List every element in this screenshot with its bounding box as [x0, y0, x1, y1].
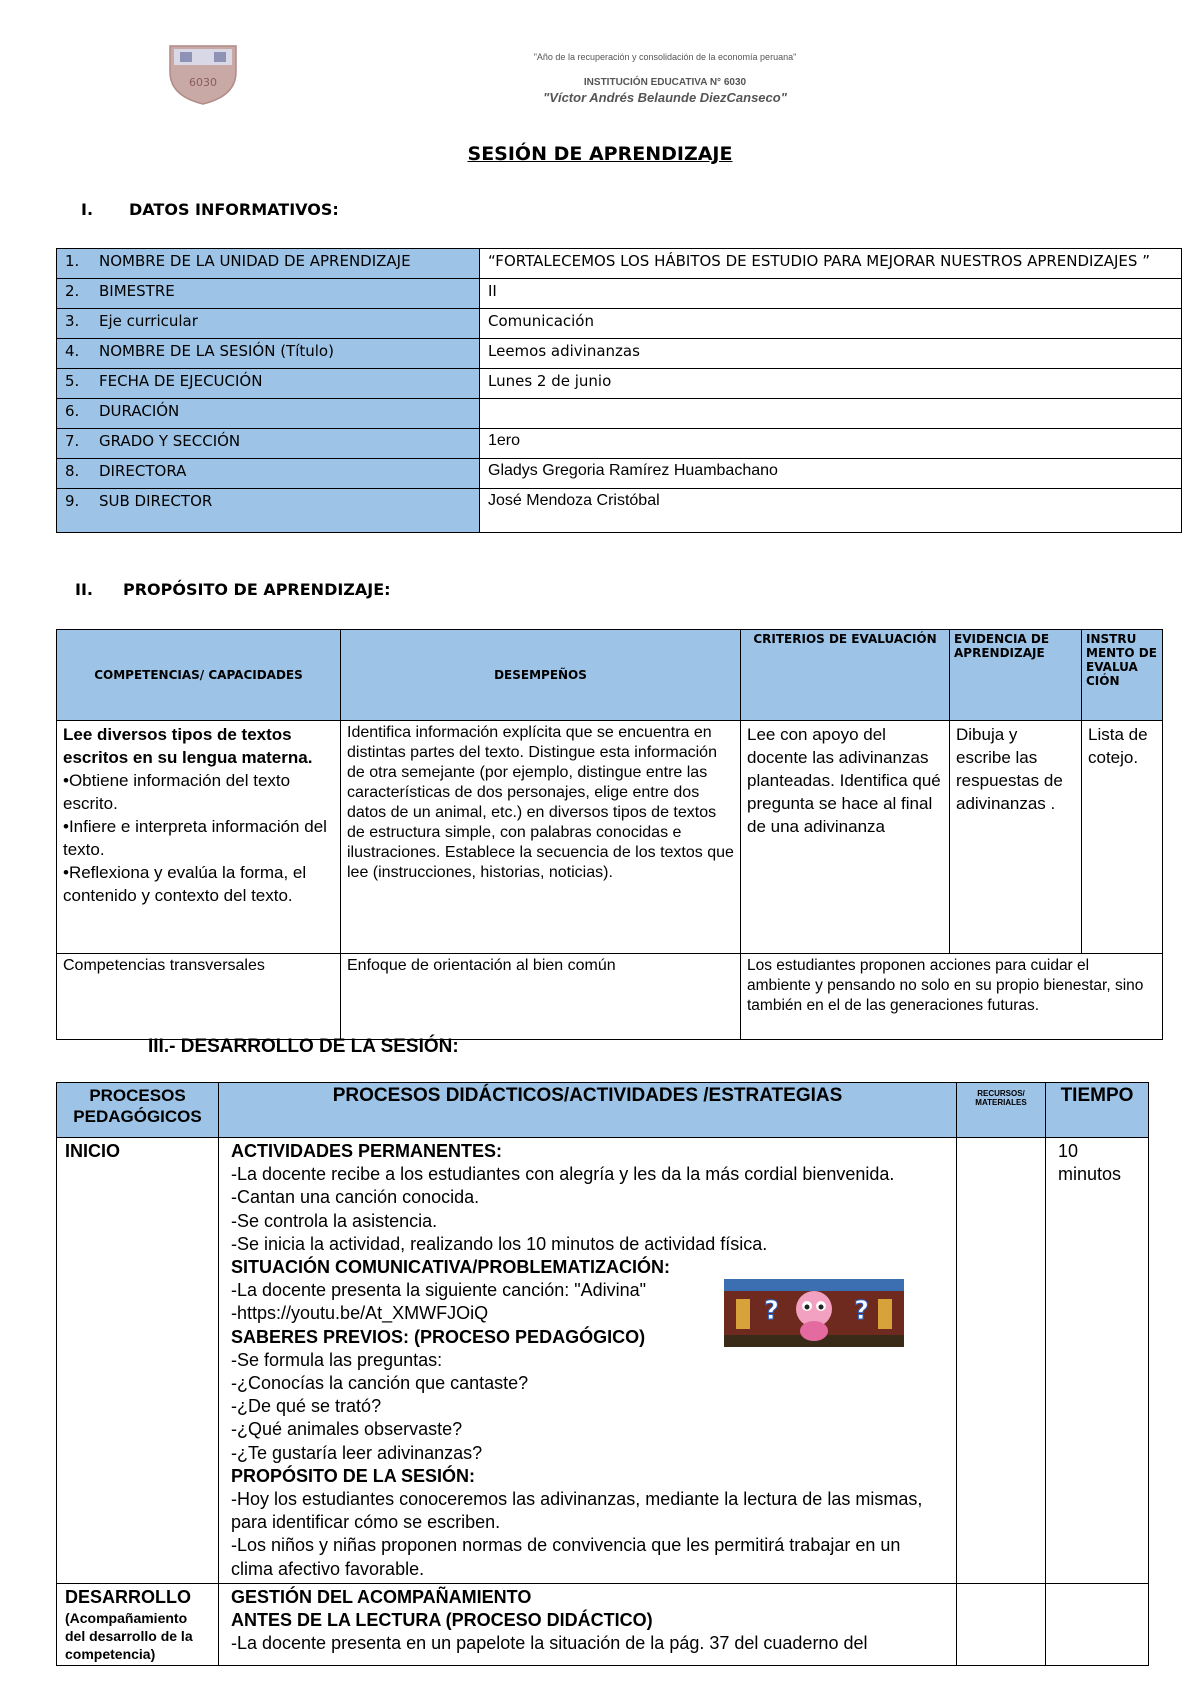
datos-label-text: NOMBRE DE LA UNIDAD DE APRENDIZAJE — [99, 252, 411, 270]
datos-row — [57, 249, 1182, 279]
activity-line: -Se controla la asistencia. — [231, 1210, 438, 1231]
datos-label-text: DIRECTORA — [99, 462, 187, 480]
heading-proposito-sesion: PROPÓSITO DE LA SESIÓN: — [231, 1465, 476, 1486]
desarrollo-table — [56, 1082, 1149, 1666]
header-instrumento: INSTRU MENTO DE EVALUA CIÓN — [1082, 630, 1163, 721]
competencia-cell — [57, 721, 341, 954]
header-recursos: RECURSOS/ MATERIALES — [957, 1083, 1046, 1138]
activity-line: -La docente presenta en un papelote la situación de la pág. 37 del cuaderno del — [231, 1633, 868, 1654]
heading-antes-lectura: ANTES DE LA LECTURA (PROCESO DIDÁCTICO) — [231, 1610, 653, 1631]
video-link[interactable]: -https://youtu.be/At_XMWFJOiQ — [231, 1303, 489, 1324]
activity-line: -La docente presenta la siguiente canción: "Adivina" — [231, 1280, 647, 1301]
heading-situacion-comunicativa: SITUACIÓN COMUNICATIVA/PROBLEMATIZACIÓN: — [231, 1257, 670, 1278]
activity-line: -Los niños y niñas proponen normas de convivencia que les permitirá trabajar en un clima afectivo favorable. — [231, 1535, 901, 1579]
datos-number: 5. — [65, 372, 80, 390]
capacidad-item: •Obtiene información del texto escrito. — [63, 771, 291, 813]
activity-line: -Hoy los estudiantes conoceremos las adivinanzas, mediante la lectura de las mismas, para identificar cómo se escriben. — [231, 1489, 923, 1533]
heading-actividades-permanentes: ACTIVIDADES PERMANENTES: — [231, 1141, 503, 1161]
header-evidencia: EVIDENCIA DE APRENDIZAJE — [950, 630, 1082, 721]
evidencia-cell: Dibuja y escribe las respuestas de adivinanzas . — [950, 721, 1082, 954]
header-tiempo: TIEMPO — [1046, 1083, 1149, 1138]
datos-informativos-table — [56, 248, 1182, 533]
question-line: -¿De qué se trató? — [231, 1396, 382, 1417]
datos-label-text: BIMESTRE — [99, 282, 175, 300]
svg-text:?: ? — [854, 1296, 870, 1327]
inicio-tiempo-cell: 10 minutos — [1046, 1138, 1149, 1584]
datos-row — [57, 399, 1182, 429]
svg-text:6030: 6030 — [189, 76, 217, 89]
school-name: "Víctor Andrés Belaunde DiezCanseco" — [543, 90, 787, 105]
phase-inicio: INICIO — [57, 1138, 219, 1584]
datos-label-text: GRADO Y SECCIÓN — [99, 432, 241, 450]
institution-name: INSTITUCIÓN EDUCATIVA N° 6030 — [583, 77, 747, 88]
capacidad-item: •Reflexiona y evalúa la forma, el contenido y contexto del texto. — [63, 863, 307, 905]
question-line: -¿Conocías la canción que cantaste? — [231, 1373, 529, 1394]
header-procesos: PROCESOS PEDAGÓGICOS — [57, 1083, 219, 1138]
datos-number: 3. — [65, 312, 80, 330]
question-line: -¿Qué animales observaste? — [231, 1419, 463, 1440]
enfoque-cell: Enfoque de orientación al bien común — [341, 954, 741, 1040]
datos-label-text: Eje curricular — [99, 312, 198, 330]
datos-number: 6. — [65, 402, 80, 420]
proposito-table — [56, 629, 1163, 1040]
datos-label — [57, 399, 480, 429]
desarrollo-recursos-cell — [957, 1583, 1046, 1665]
datos-value: 1ero — [480, 429, 1182, 459]
datos-label-text: DURACIÓN — [99, 402, 180, 420]
datos-label — [57, 279, 480, 309]
datos-label — [57, 369, 480, 399]
datos-value: Gladys Gregoria Ramírez Huambachano — [480, 459, 1182, 489]
school-crest-logo — [166, 42, 240, 106]
activity-line: -La docente recibe a los estudiantes con alegría y les da la más cordial bienvenida. — [231, 1164, 895, 1185]
header-actividades: PROCESOS DIDÁCTICOS/ACTIVIDADES /ESTRATEGIAS — [219, 1083, 957, 1138]
datos-number: 9. — [65, 492, 80, 510]
datos-number: 1. — [65, 252, 80, 270]
instrumento-cell: Lista de cotejo. — [1082, 721, 1163, 954]
datos-label — [57, 459, 480, 489]
datos-row — [57, 459, 1182, 489]
question-line: -¿Te gustaría leer adivinanzas? — [231, 1442, 483, 1463]
datos-value: “FORTALECEMOS LOS HÁBITOS DE ESTUDIO PARA MEJORAR NUESTROS APRENDIZAJES ” — [480, 249, 1182, 279]
datos-label — [57, 339, 480, 369]
datos-value: Lunes 2 de junio — [480, 369, 1182, 399]
datos-number: 8. — [65, 462, 80, 480]
datos-row — [57, 279, 1182, 309]
transversal-label: Competencias transversales — [57, 954, 341, 1040]
datos-number: 2. — [65, 282, 80, 300]
section-proposito-heading: II. PROPÓSITO DE APRENDIZAJE: — [75, 580, 391, 599]
heading-gestion-acompanamiento: GESTIÓN DEL ACOMPAÑAMIENTO — [231, 1586, 532, 1607]
datos-row — [57, 369, 1182, 399]
datos-label — [57, 489, 480, 533]
datos-value — [480, 399, 1182, 429]
year-motto: "Año de la recuperación y consolidación de la economía peruana" — [533, 52, 797, 62]
datos-value: Comunicación — [480, 309, 1182, 339]
activity-line: -Se inicia la actividad, realizando los 10 minutos de actividad física. — [231, 1233, 768, 1254]
inicio-activities — [219, 1138, 957, 1584]
section-desarrollo-heading: III.- DESARROLLO DE LA SESIÓN: — [148, 1036, 459, 1057]
capacidad-item: •Infiere e interpreta información del texto. — [63, 817, 327, 859]
phase-desarrollo-cell — [57, 1583, 219, 1665]
activity-line: -Se formula las preguntas: — [231, 1349, 443, 1370]
phase-desarrollo-subtitle: (Acompañamiento del desarrollo de la competencia) — [65, 1610, 193, 1663]
datos-number: 4. — [65, 342, 80, 360]
datos-row — [57, 489, 1182, 533]
svg-text:?: ? — [764, 1296, 780, 1327]
datos-value: Leemos adivinanzas — [480, 339, 1182, 369]
datos-value: José Mendoza Cristóbal — [480, 489, 1182, 533]
datos-row — [57, 339, 1182, 369]
datos-label-text: NOMBRE DE LA SESIÓN (Título) — [99, 342, 334, 360]
datos-label — [57, 249, 480, 279]
desarrollo-activities — [219, 1583, 957, 1665]
datos-label-text: FECHA DE EJECUCIÓN — [99, 372, 263, 390]
competencia-title: Lee diversos tipos de textos escritos en su lengua materna. — [63, 725, 313, 767]
datos-row — [57, 309, 1182, 339]
datos-label — [57, 309, 480, 339]
page-title: SESIÓN DE APRENDIZAJE — [467, 143, 733, 165]
header-competencias: COMPETENCIAS/ CAPACIDADES — [57, 630, 341, 721]
datos-label — [57, 429, 480, 459]
datos-label-text: SUB DIRECTOR — [99, 492, 213, 510]
criterio-cell: Lee con apoyo del docente las adivinanzas planteadas. Identifica qué pregunta se hace al final de una adivinanza — [741, 721, 950, 954]
inicio-recursos-cell — [957, 1138, 1046, 1584]
desarrollo-tiempo-cell — [1046, 1583, 1149, 1665]
datos-value: II — [480, 279, 1182, 309]
phase-desarrollo: DESARROLLO — [65, 1586, 191, 1607]
datos-number: 7. — [65, 432, 80, 450]
datos-row — [57, 429, 1182, 459]
header-desempenos: DESEMPEÑOS — [341, 630, 741, 721]
header-criterios: CRITERIOS DE EVALUACIÓN — [741, 630, 950, 721]
desempeno-cell: Identifica información explícita que se encuentra en distintas partes del texto. Distingue esta información de otra semejante (por ejemplo, distingue entre las características de dos personajes, elige entre dos datos de un animal, etc.) en diversos tipos de textos de estructura simple, con palabras conocidas e ilustraciones. Establece la secuencia de los textos que lee (instrucciones, historias, noticias). — [341, 721, 741, 954]
heading-saberes-previos: SABERES PREVIOS: (PROCESO PEDAGÓGICO) — [231, 1326, 646, 1347]
enfoque-description: Los estudiantes proponen acciones para cuidar el ambiente y pensando no solo en su propio bienestar, sino también en el de las generaciones futuras. — [741, 954, 1163, 1040]
song-video-thumbnail-image — [724, 1279, 904, 1347]
section-datos-heading: I. DATOS INFORMATIVOS: — [81, 200, 339, 219]
activity-line: -Cantan una canción conocida. — [231, 1187, 480, 1208]
